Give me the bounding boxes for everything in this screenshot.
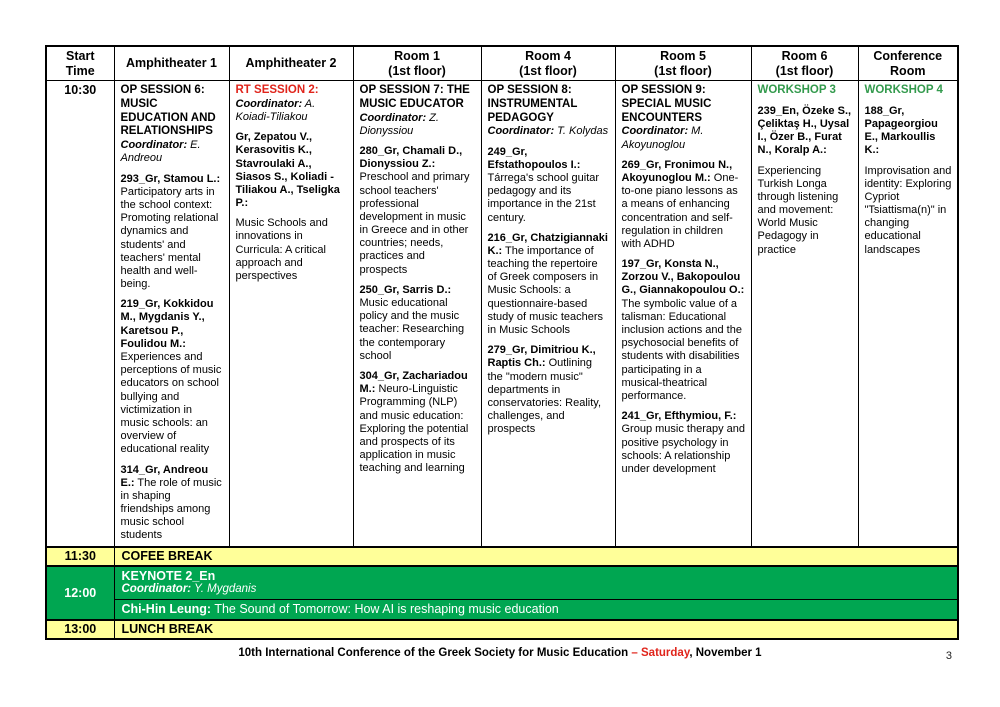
- coordinator-line: [488, 125, 610, 138]
- col-header-start-time: [46, 46, 114, 81]
- coordinator-line: [236, 98, 348, 124]
- session-heading: WORKSHOP 4: [864, 84, 943, 96]
- paper-title: Outlining the "modern music" departments in conservatories: Reality, challenges, and prospects: [487, 357, 602, 436]
- session-heading: OP SESSION 9: SPECIAL MUSIC ENCOUNTERS: [621, 84, 712, 124]
- paper-title: Neuro-Linguistic Programming (NLP) and music education: Exploring the potential and prospects of its application in music teaching and learning: [359, 383, 469, 475]
- session-row-1030: [46, 81, 958, 547]
- coffee-break-row: [46, 547, 958, 566]
- keynote-title: KEYNOTE 2_En: [121, 568, 216, 583]
- paper-title: Group music therapy and positive psychology in schools: A relationship under development: [621, 423, 746, 475]
- col-header-amphitheater-1: [114, 46, 229, 81]
- keynote-cell: [114, 566, 958, 620]
- coordinator-label: Coordinator:: [235, 97, 303, 110]
- header-line: Conference: [873, 49, 943, 64]
- coffee-break-label: COFEE BREAK: [114, 547, 958, 566]
- footer-text-post: , November 1: [689, 647, 762, 659]
- paper-authors: 239_En, Özeke S., Çeliktaş H., Uysal I., Özer B., Furat N., Koralp A.:: [757, 104, 852, 157]
- paper-entry: [622, 410, 746, 476]
- session-heading: OP SESSION 7: THE MUSIC EDUCATOR: [359, 84, 470, 110]
- paper-entry: [121, 298, 224, 456]
- header-line: Start: [66, 49, 95, 64]
- header-line: (1st floor): [388, 63, 446, 78]
- keynote-header: [115, 567, 958, 600]
- header-line: Room 6: [781, 49, 828, 64]
- paper-entry: [488, 146, 610, 225]
- header-line: Time: [65, 63, 95, 78]
- session-cell-room-5: [615, 81, 751, 547]
- col-header-room-4: [481, 46, 615, 81]
- paper-title: The role of music in shaping friendships among music school students: [120, 476, 222, 542]
- keynote-coordinator-line: [122, 583, 951, 595]
- header-line: (1st floor): [775, 63, 834, 78]
- header-line: Room 1: [394, 49, 440, 64]
- paper-authors: 314_Gr, Andreou E.:: [120, 463, 209, 489]
- coordinator-label: Coordinator:: [120, 139, 188, 152]
- coordinator-label: Coordinator:: [621, 125, 689, 138]
- paper-entry: [121, 464, 224, 543]
- paper-title: Experiencing Turkish Longa through listening and movement: World Music Pedagogy in practice: [757, 164, 839, 256]
- paper-title: Music educational policy and the music teacher: Researching the contemporary school: [359, 297, 465, 362]
- paper-title: Tárrega's school guitar pedagogy and its importance in the 21st century.: [487, 171, 600, 224]
- lunch-break-row: [46, 620, 958, 639]
- page-footer: [0, 647, 1000, 659]
- session-cell-room-1: [353, 81, 481, 547]
- lunch-break-label: LUNCH BREAK: [114, 620, 958, 639]
- coordinator-name: T. Kolydas: [557, 125, 609, 138]
- coordinator-name: Z. Dionyssiou: [359, 111, 439, 137]
- paper-entry: [360, 370, 476, 476]
- coordinator-line: [622, 125, 746, 151]
- header-line: (1st floor): [654, 63, 712, 78]
- paper-authors: 249_Gr, Efstathopoulos I.:: [487, 145, 581, 171]
- header-line: Room 4: [525, 49, 571, 64]
- time-cell-1130: 11:30: [46, 547, 114, 566]
- time-cell-1200: 12:00: [46, 566, 114, 620]
- coordinator-name: E. Andreou: [120, 139, 201, 165]
- paper-authors: Gr, Zepatou V., Kerasovitis K., Stavroulaki A., Siasos S., Koliadi - Tiliakou A., Tseligka P.:: [235, 131, 340, 210]
- paper-authors-block: [865, 105, 953, 158]
- paper-authors: 219_Gr, Kokkidou M., Mygdanis Y., Karetsou P., Foulidou M.:: [120, 298, 214, 350]
- paper-authors: 250_Gr, Sarris D.:: [359, 283, 452, 296]
- paper-entry: [360, 284, 476, 363]
- col-header-amphitheater-2: [229, 46, 353, 81]
- paper-authors: 216_Gr, Chatzigiannaki K.:: [487, 231, 608, 257]
- paper-title: Improvisation and identity: Exploring Cypriot "Tsiattisma(n)" in changing educational landscapes: [864, 164, 952, 256]
- header-line: Room: [890, 63, 926, 78]
- session-cell-amphitheater-2: [229, 81, 353, 547]
- paper-authors-block: [236, 131, 348, 210]
- paper-title: Music Schools and innovations in Curricula: A critical approach and perspectives: [235, 217, 328, 283]
- time-cell-1300: 13:00: [46, 620, 114, 639]
- coordinator-name: A. Koiadi-Tiliakou: [235, 97, 316, 123]
- footer-text-pre: 10th International Conference of the Greek Society for Music Education: [238, 647, 629, 659]
- paper-authors: 241_Gr, Efthymiou, F.:: [621, 410, 737, 423]
- paper-entry: [121, 173, 224, 292]
- session-heading: OP SESSION 6: MUSIC EDUCATION AND RELATIONSHIPS: [120, 84, 216, 138]
- col-header-conference-room: [858, 46, 958, 81]
- paper-entry: [488, 232, 610, 338]
- paper-title: The importance of teaching the repertoire of Greek composers in Music Schools: a questionnaire-based study of music teachers in Music Schools: [487, 244, 604, 337]
- session-heading: WORKSHOP 3: [757, 84, 836, 96]
- paper-title: Preschool and primary school teachers' professional development in music in Greece and in other countries; needs, practices and prospects: [359, 171, 470, 276]
- session-cell-conference-room: [858, 81, 958, 547]
- keynote-row: [46, 566, 958, 620]
- paper-authors: 293_Gr, Stamou L.:: [120, 172, 221, 185]
- col-header-room-6: [751, 46, 858, 81]
- coordinator-label: Coordinator:: [487, 125, 555, 138]
- paper-entry: [360, 145, 476, 277]
- page-number: 3: [945, 650, 952, 662]
- header-line: (1st floor): [519, 63, 577, 78]
- footer-day-highlight: – Saturday: [631, 647, 690, 659]
- paper-title: Experiences and perceptions of music educators on school bullying and victimization in music schools: an overview of educational reality: [120, 351, 222, 456]
- paper-entry: [622, 159, 746, 251]
- header-row: [46, 46, 958, 81]
- keynote-talk-line: [115, 600, 958, 619]
- paper-entry: [622, 258, 746, 403]
- paper-title: Participatory arts in the school context: Promoting relational dynamics and students' and teachers' mental health and well-being.: [120, 185, 219, 291]
- session-cell-room-4: [481, 81, 615, 547]
- coordinator-label: Coordinator:: [121, 582, 192, 595]
- time-cell-1030: 10:30: [46, 81, 114, 547]
- col-header-room-5: [615, 46, 751, 81]
- coordinator-line: [360, 112, 476, 138]
- paper-entry: [488, 344, 610, 436]
- paper-authors: 304_Gr, Zachariadou M.:: [359, 369, 468, 396]
- paper-authors: 188_Gr, Papageorgiou E., Markoullis K.:: [864, 104, 938, 157]
- paper-authors: 197_Gr, Konsta N., Zorzou V., Bakopoulou G., Giannakopoulou O.:: [621, 258, 745, 297]
- header-line: Amphitheater 2: [245, 56, 337, 71]
- paper-authors: 269_Gr, Fronimou N., Akoyunoglou M.:: [621, 158, 733, 184]
- paper-authors: 279_Gr, Dimitriou K., Raptis Ch.:: [487, 344, 596, 370]
- session-cell-amphitheater-1: [114, 81, 229, 547]
- paper-authors-block: [758, 105, 853, 158]
- paper-authors: 280_Gr, Chamali D., Dionyssiou Z.:: [359, 144, 463, 171]
- keynote-speaker: Chi-Hin Leung:: [121, 601, 212, 616]
- header-line: Room 5: [660, 49, 706, 64]
- session-heading: OP SESSION 8: INSTRUMENTAL PEDAGOGY: [487, 84, 578, 124]
- coordinator-line: [121, 139, 224, 165]
- keynote-talk-title: The Sound of Tomorrow: How AI is reshaping music education: [214, 601, 559, 616]
- col-header-room-1: [353, 46, 481, 81]
- session-heading: RT SESSION 2:: [235, 84, 319, 96]
- paper-title: The symbolic value of a talisman: Educational inclusion actions and the psychosocial benefits of students with disabilities participating in a musical-theatrical performance.: [621, 297, 742, 402]
- schedule-table: [45, 45, 959, 640]
- paper-title: One-to-one piano lessons as a means of enhancing concentration and self-regulation in children with ADHD: [621, 171, 739, 250]
- session-cell-room-6: [751, 81, 858, 547]
- coordinator-name: M. Akoyunoglou: [621, 125, 704, 151]
- coordinator-label: Coordinator:: [359, 111, 427, 124]
- coordinator-name: Y. Mygdanis: [194, 582, 257, 595]
- header-line: Amphitheater 1: [126, 56, 217, 71]
